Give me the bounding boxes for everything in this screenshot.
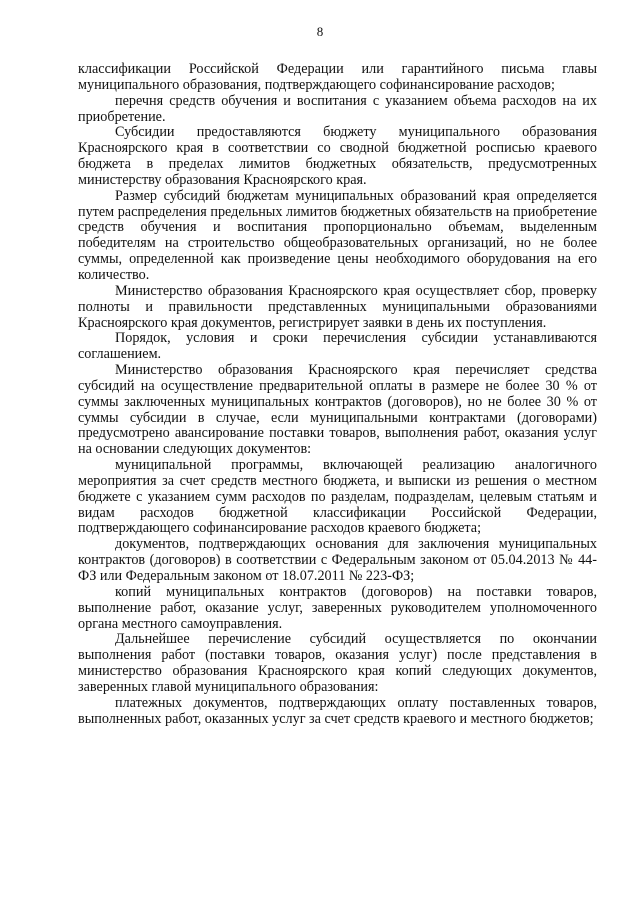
document-body <box>78 62 597 727</box>
paragraph-11: Дальнейшее перечисление субсидий осуществляется по окончании выполнения работ (поставки товаров, оказания услуг) после представления в министерство образования Красноярского края копий следующих документов, заверенных главой муниципального образования: <box>78 631 597 695</box>
paragraph-7: Министерство образования Красноярского края перечисляет средства субсидий на осуществление предварительной оплаты в размере не более 30 % от суммы заключенных муниципальных контрактов (договоров), но не более 30 % от суммы субсидии в случае, если муниципальными контрактами (договорами) предусмотрено авансирование поставки товаров, выполнения работ, оказания услуг на основании следующих документов: <box>78 362 597 458</box>
paragraph-12: платежных документов, подтверждающих оплату поставленных товаров, выполненных работ, оказанных услуг за счет средств краевого и местного бюджетов; <box>78 694 597 727</box>
paragraph-8: муниципальной программы, включающей реализацию аналогичного мероприятия за счет средств местного бюджета, и выписки из решения о местном бюджете с указанием сумм расходов по разделам, подразделам, целевым статьям и видам расходов бюджетной классификации Российской Федерации, подтверждающего софинансирование расходов краевого бюджета; <box>78 457 597 537</box>
page-number: 8 <box>316 24 324 39</box>
paragraph-9: документов, подтверждающих основания для заключения муниципальных контрактов (договоров) в соответствии с Федеральным законом от 05.04.2013 № 44-ФЗ или Федеральным законом от 18.07.2011 № 223-ФЗ; <box>78 536 597 584</box>
paragraph-3: Субсидии предоставляются бюджету муниципального образования Красноярского края в соответствии со сводной бюджетной росписью краевого бюджета в пределах лимитов бюджетных обязательств, предусмотренных министерству образования Красноярского края. <box>78 124 597 188</box>
paragraph-2: перечня средств обучения и воспитания с указанием объема расходов на их приобретение. <box>78 92 597 125</box>
paragraph-10: копий муниципальных контрактов (договоров) на поставки товаров, выполнение работ, оказание услуг, заверенных руководителем уполномоченного органа местного самоуправления. <box>78 583 597 632</box>
paragraph-6: Порядок, условия и сроки перечисления субсидии устанавливаются соглашением. <box>78 330 597 363</box>
paragraph-1: классификации Российской Федерации или гарантийного письма главы муниципального образования, подтверждающего софинансирование расходов; <box>78 61 597 93</box>
paragraph-5: Министерство образования Красноярского края осуществляет сбор, проверку полноты и правильности представленных муниципальными образованиями Красноярского края документов, регистрирует заявки в день их поступления. <box>78 282 597 331</box>
paragraph-4: Размер субсидий бюджетам муниципальных образований края определяется путем распределения предельных лимитов бюджетных обязательств на приобретение средств обучения и воспитания пропорционально объемам, выделенным победителям на строительство общеобразовательных организаций, но не более суммы, определенной как произведение цены необходимого оборудования на его количество. <box>78 187 597 283</box>
